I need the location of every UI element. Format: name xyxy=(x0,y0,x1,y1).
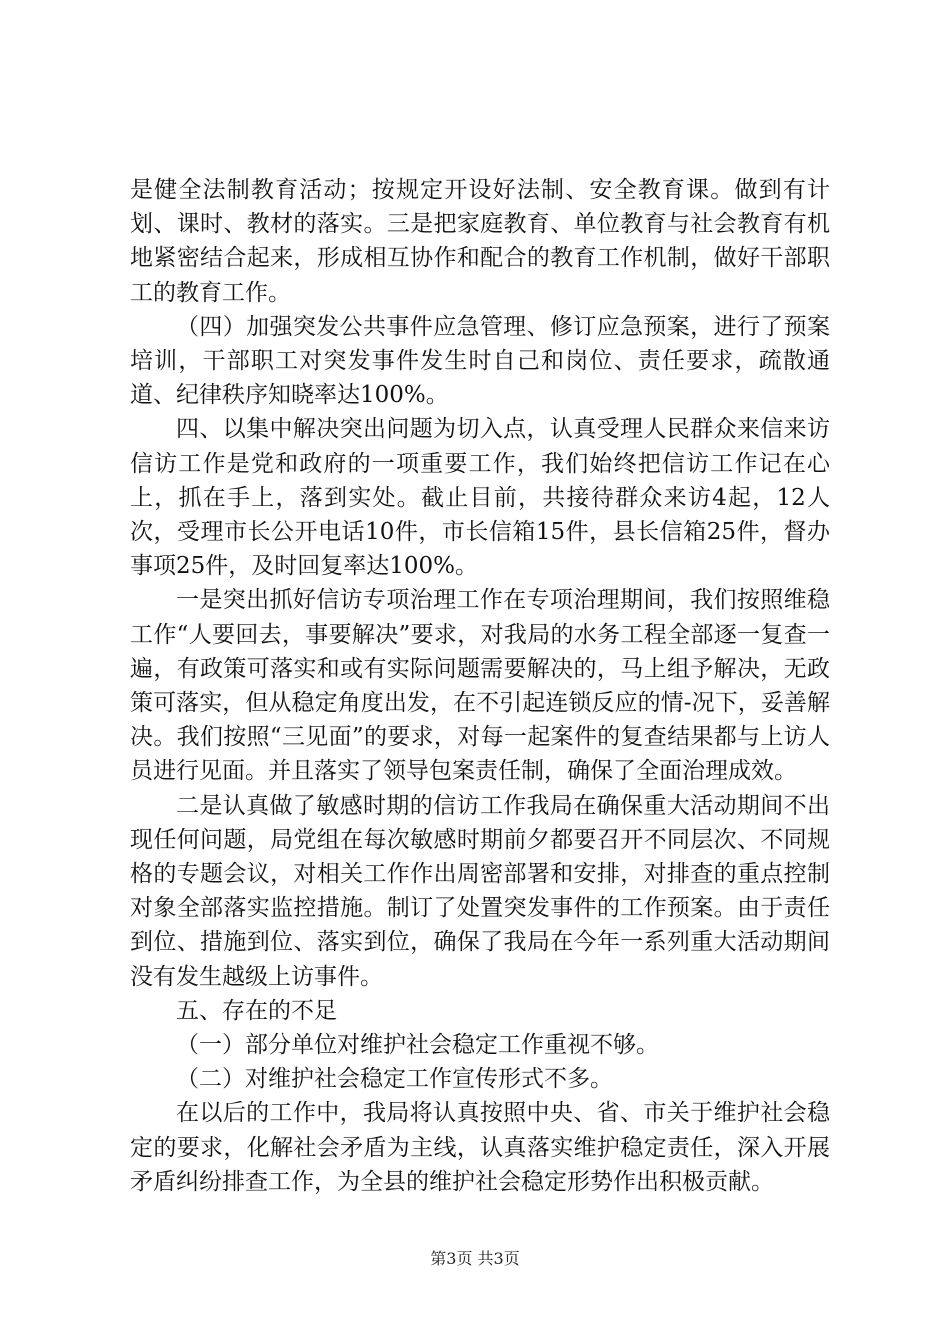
paragraph-petition-work: 四、以集中解决突出问题为切入点，认真受理人民群众来信来访信访工作是党和政府的一项重要工作，我们始终把信访工作记在心上，抓在手上，落到实处。截止目前，共接待群众来访4起，12人次，受理市长公开电话10件，市长信箱15件，县长信箱25件，督办事项25件，及时回复率达100%。 xyxy=(130,416,830,580)
paragraph-sensitive-period: 二是认真做了敏感时期的信访工作我局在确保重大活动期间不出现任何问题，局党组在每次敏感时期前夕都要召开不同层次、不同规格的专题会议，对相关工作作出周密部署和安排，对排查的重点控制对象全部落实监控措施。制订了处置突发事件的工作预案。由于责任到位、措施到位、落实到位，确保了我局在今年一系列重大活动期间没有发生越级上访事件。 xyxy=(130,792,830,990)
paragraph-conclusion: 在以后的工作中，我局将认真按照中央、省、市关于维护社会稳定的要求，化解社会矛盾为主线，认真落实维护稳定责任，深入开展矛盾纠纷排查工作，为全县的维护社会稳定形势作出积极贡献。 xyxy=(130,1100,830,1195)
paragraph-emergency-management: （四）加强突发公共事件应急管理、修订应急预案，进行了预案培训，干部职工对突发事件发生时自己和岗位、责任要求，疏散通道、纪律秩序知晓率达100%。 xyxy=(130,313,830,409)
paragraph-shortcoming-2: （二）对维护社会稳定工作宣传形式不多。 xyxy=(176,1066,613,1093)
page-footer: 第3页 共3页 xyxy=(430,1249,520,1268)
document-body xyxy=(130,173,830,1199)
paragraph-shortcoming-1: （一）部分单位对维护社会稳定工作重视不够。 xyxy=(176,1032,659,1059)
paragraph-continuation: 是健全法制教育活动；按规定开设好法制、安全教育课。做到有计划、课时、教材的落实。三是把家庭教育、单位教育与社会教育有机地紧密结合起来，形成相互协作和配合的教育工作机制，做好干部职工的教育工作。 xyxy=(130,177,830,306)
section-heading-shortcomings: 五、存在的不足 xyxy=(176,997,337,1024)
paragraph-special-governance: 一是突出抓好信访专项治理工作在专项治理期间，我们按照维稳工作“人要回去，事要解决”要求，对我局的水务工程全部逐一复查一遍，有政策可落实和或有实际问题需要解决的，马上组予解决，无政策可落实，但从稳定角度出发，在不引起连锁反应的情-况下，妥善解决。我们按照“三见面”的要求，对每一起案件的复查结果都与上访人员进行见面。并且落实了领导包案责任制，确保了全面治理成效。 xyxy=(130,587,830,785)
